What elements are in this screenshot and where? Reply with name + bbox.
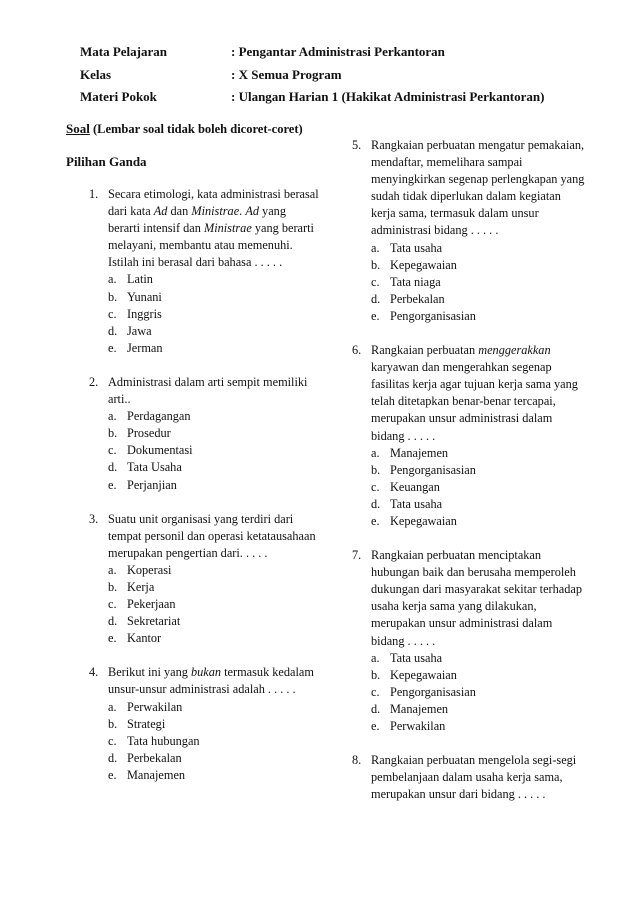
question-number: 1. bbox=[89, 187, 99, 201]
answer-option bbox=[371, 701, 588, 718]
answer-option bbox=[371, 274, 588, 291]
option-letter: c. bbox=[371, 684, 380, 699]
option-text: Pengorganisasian bbox=[390, 684, 476, 699]
option-text: Tata niaga bbox=[390, 274, 441, 289]
option-text: Pengorganisasian bbox=[390, 308, 476, 323]
answer-option bbox=[108, 613, 321, 630]
option-text: Sekretariat bbox=[127, 614, 181, 629]
answer-option bbox=[108, 459, 321, 476]
answer-option bbox=[371, 650, 588, 667]
option-letter: a. bbox=[108, 409, 117, 424]
header-row-mata-pelajaran bbox=[80, 44, 445, 60]
option-letter: e. bbox=[108, 631, 117, 646]
question-text bbox=[371, 342, 588, 445]
option-letter: a. bbox=[108, 562, 117, 577]
option-text: Strategi bbox=[127, 716, 166, 731]
option-letter: c. bbox=[108, 443, 117, 458]
option-letter: a. bbox=[108, 272, 117, 287]
soal-title bbox=[66, 121, 303, 137]
option-letter: d. bbox=[108, 750, 118, 765]
answer-option bbox=[108, 408, 321, 425]
header-value: : Pengantar Administrasi Perkantoran bbox=[231, 44, 445, 59]
option-letter: d. bbox=[108, 460, 118, 475]
option-letter: c. bbox=[108, 306, 117, 321]
question-1 bbox=[89, 186, 321, 357]
answer-option bbox=[108, 733, 321, 750]
option-text: Perdagangan bbox=[127, 409, 191, 424]
option-text: Dokumentasi bbox=[127, 443, 193, 458]
option-letter: a. bbox=[371, 650, 380, 665]
option-letter: d. bbox=[371, 496, 381, 511]
question-text-part: yang berarti intensif dan bbox=[108, 204, 286, 236]
answer-option bbox=[371, 308, 588, 325]
option-letter: d. bbox=[108, 614, 118, 629]
option-text: Tata usaha bbox=[390, 496, 443, 511]
answer-option bbox=[108, 323, 321, 340]
answer-option bbox=[108, 271, 321, 288]
option-text: Manajemen bbox=[390, 445, 449, 460]
option-text: Perbekalan bbox=[390, 291, 445, 306]
answer-option bbox=[371, 513, 588, 530]
question-text-part: Rangkaian perbuatan bbox=[371, 343, 479, 358]
question-text-part: dan bbox=[167, 204, 192, 219]
answer-option bbox=[371, 240, 588, 257]
option-text: Tata Usaha bbox=[127, 460, 182, 475]
option-text: Koperasi bbox=[127, 562, 172, 577]
italic-term: Ministrae bbox=[203, 221, 252, 236]
option-letter: c. bbox=[108, 597, 117, 612]
answer-option bbox=[371, 684, 588, 701]
italic-term: menggerakkan bbox=[478, 343, 551, 358]
question-text-part: . bbox=[239, 204, 246, 219]
option-text: Kepegawaian bbox=[390, 667, 457, 682]
answer-option bbox=[108, 716, 321, 733]
answer-option bbox=[108, 562, 321, 579]
option-letter: e. bbox=[371, 719, 380, 733]
header-label: Kelas bbox=[80, 67, 112, 82]
option-text: Perwakilan bbox=[127, 699, 183, 714]
option-text: Perbekalan bbox=[127, 750, 182, 765]
option-text: Jerman bbox=[127, 340, 163, 355]
option-text: Manajemen bbox=[390, 701, 449, 716]
italic-term: Ad bbox=[245, 204, 259, 219]
answer-option bbox=[371, 257, 588, 274]
question-text-part: termasuk kedalam unsur-unsur administrasi adalah . . . . . bbox=[108, 665, 314, 697]
question-text-part: Secara etimologi, kata administrasi berasal dari kata bbox=[108, 187, 319, 219]
question-number: 5. bbox=[352, 138, 362, 152]
option-letter: d. bbox=[371, 291, 381, 306]
answer-option bbox=[371, 667, 588, 684]
option-text: Inggris bbox=[127, 306, 162, 321]
answer-option bbox=[108, 596, 321, 613]
option-letter: b. bbox=[371, 257, 381, 272]
answer-option bbox=[371, 462, 588, 479]
question-number: 4. bbox=[89, 665, 99, 680]
answer-option bbox=[108, 442, 321, 459]
question-text-part: Suatu unit organisasi yang terdiri dari tempat personil dan operasi ketatausahaan merupakan pengertian dari. . . . . bbox=[108, 511, 316, 560]
question-7 bbox=[352, 547, 588, 735]
option-text: Prosedur bbox=[127, 426, 171, 441]
header-value: : X Semua Program bbox=[231, 67, 342, 82]
option-letter: b. bbox=[371, 667, 381, 682]
answer-option bbox=[371, 291, 588, 308]
answer-option bbox=[108, 306, 321, 323]
question-text bbox=[108, 374, 321, 408]
option-letter: c. bbox=[108, 733, 117, 748]
header-row-materi-pokok bbox=[80, 89, 544, 105]
option-text: Keuangan bbox=[390, 479, 440, 494]
question-3 bbox=[89, 511, 321, 648]
question-text-part: Rangkaian perbuatan mengatur pemakaian, mendaftar, memelihara sampai menyingkirkan segenap perlengkapan yang sudah tidak diperlukan dalam kegiatan kerja sama, termasuk dalam unsur administrasi bidang . . . . . bbox=[371, 138, 585, 238]
answer-option bbox=[108, 340, 321, 357]
option-letter: b. bbox=[108, 289, 118, 304]
option-letter: b. bbox=[108, 426, 118, 441]
question-number: 3. bbox=[89, 511, 99, 526]
question-8 bbox=[352, 752, 588, 803]
question-text bbox=[108, 511, 321, 562]
option-text: Kepegawaian bbox=[390, 257, 457, 272]
question-text-part: Administrasi dalam arti sempit memiliki arti.. bbox=[108, 374, 308, 407]
soal-note: (Lembar soal tidak boleh dicoret-coret) bbox=[89, 122, 303, 136]
question-column-right bbox=[352, 137, 588, 820]
option-text: Tata hubungan bbox=[127, 733, 200, 748]
italic-term: Ad bbox=[153, 204, 168, 219]
answer-option bbox=[108, 579, 321, 596]
question-5 bbox=[352, 137, 588, 325]
soal-heading: Soal bbox=[66, 121, 90, 136]
option-text: Kepegawaian bbox=[390, 513, 457, 528]
question-text bbox=[108, 664, 321, 698]
option-letter: b. bbox=[108, 716, 118, 731]
option-letter: e. bbox=[108, 767, 117, 782]
option-letter: b. bbox=[108, 579, 118, 594]
question-text bbox=[108, 186, 321, 271]
answer-option bbox=[371, 479, 588, 496]
question-number: 2. bbox=[89, 374, 99, 389]
answer-option bbox=[108, 767, 321, 784]
question-number: 7. bbox=[352, 548, 362, 563]
option-letter: a. bbox=[371, 240, 380, 255]
option-letter: e. bbox=[108, 340, 117, 355]
header-label: Mata Pelajaran bbox=[80, 44, 168, 59]
answer-option bbox=[108, 699, 321, 716]
option-text: Perjanjian bbox=[127, 477, 177, 492]
answer-option bbox=[108, 289, 321, 306]
answer-option bbox=[108, 630, 321, 647]
option-letter: d. bbox=[108, 323, 118, 338]
option-letter: e. bbox=[371, 308, 380, 323]
header-row-kelas bbox=[80, 67, 342, 83]
question-text-part: karyawan dan mengerahkan segenap fasilitas kerja agar tujuan kerja sama yang telah ditetapkan benar-benar tercapai, merupakan unsur administrasi dalam bidang . . . . . bbox=[371, 360, 578, 443]
option-letter: a. bbox=[108, 699, 117, 714]
option-letter: e. bbox=[371, 513, 380, 528]
option-text: Jawa bbox=[127, 323, 152, 338]
answer-option bbox=[108, 750, 321, 767]
question-text bbox=[371, 137, 588, 240]
answer-option bbox=[108, 425, 321, 442]
option-text: Kantor bbox=[127, 631, 162, 646]
option-letter: a. bbox=[371, 445, 380, 460]
question-number: 6. bbox=[352, 343, 362, 358]
option-text: Pekerjaan bbox=[127, 597, 176, 612]
option-letter: c. bbox=[371, 479, 380, 494]
italic-term: bukan bbox=[191, 665, 222, 680]
option-text: Tata usaha bbox=[390, 650, 443, 665]
option-text: Tata usaha bbox=[390, 240, 443, 255]
question-number: 8. bbox=[352, 753, 362, 768]
option-text: Kerja bbox=[127, 579, 155, 594]
option-text: Manajemen bbox=[127, 767, 186, 782]
question-text-part: Rangkaian perbuatan mengelola segi-segi pembelanjaan dalam usaha kerja sama, merupakan unsur dari bidang . . . . . bbox=[371, 753, 577, 802]
option-text: Yunani bbox=[127, 289, 162, 304]
answer-option bbox=[371, 496, 588, 513]
section-title: Pilihan Ganda bbox=[66, 154, 147, 169]
option-text: Perwakilan bbox=[390, 719, 446, 733]
question-column-left bbox=[89, 186, 321, 801]
header-label: Materi Pokok bbox=[80, 89, 157, 104]
question-4 bbox=[89, 664, 321, 784]
option-letter: d. bbox=[371, 701, 381, 716]
option-letter: b. bbox=[371, 462, 381, 477]
italic-term: Ministrae bbox=[191, 204, 240, 219]
question-text-part: Berikut ini yang bbox=[108, 665, 191, 680]
question-text bbox=[371, 547, 588, 650]
answer-option bbox=[371, 718, 588, 735]
question-2 bbox=[89, 374, 321, 494]
option-letter: c. bbox=[371, 274, 380, 289]
question-6 bbox=[352, 342, 588, 530]
question-text-part: Rangkaian perbuatan menciptakan hubungan baik dan berusaha memperoleh dukungan dari masyarakat sekitar terhadap usaha kerja sama yang dilakukan, merupakan unsur administrasi dalam bidang . . . . . bbox=[371, 548, 583, 648]
option-text: Pengorganisasian bbox=[390, 462, 476, 477]
header-value: : Ulangan Harian 1 (Hakikat Administrasi Perkantoran) bbox=[231, 89, 545, 104]
option-text: Latin bbox=[127, 272, 153, 287]
answer-option bbox=[108, 477, 321, 494]
answer-option bbox=[371, 445, 588, 462]
option-letter: e. bbox=[108, 477, 117, 492]
question-text bbox=[371, 752, 588, 803]
question-text-part: yang berarti melayani, membantu atau memenuhi. Istilah ini berasal dari bahasa . . . . . bbox=[108, 221, 314, 270]
